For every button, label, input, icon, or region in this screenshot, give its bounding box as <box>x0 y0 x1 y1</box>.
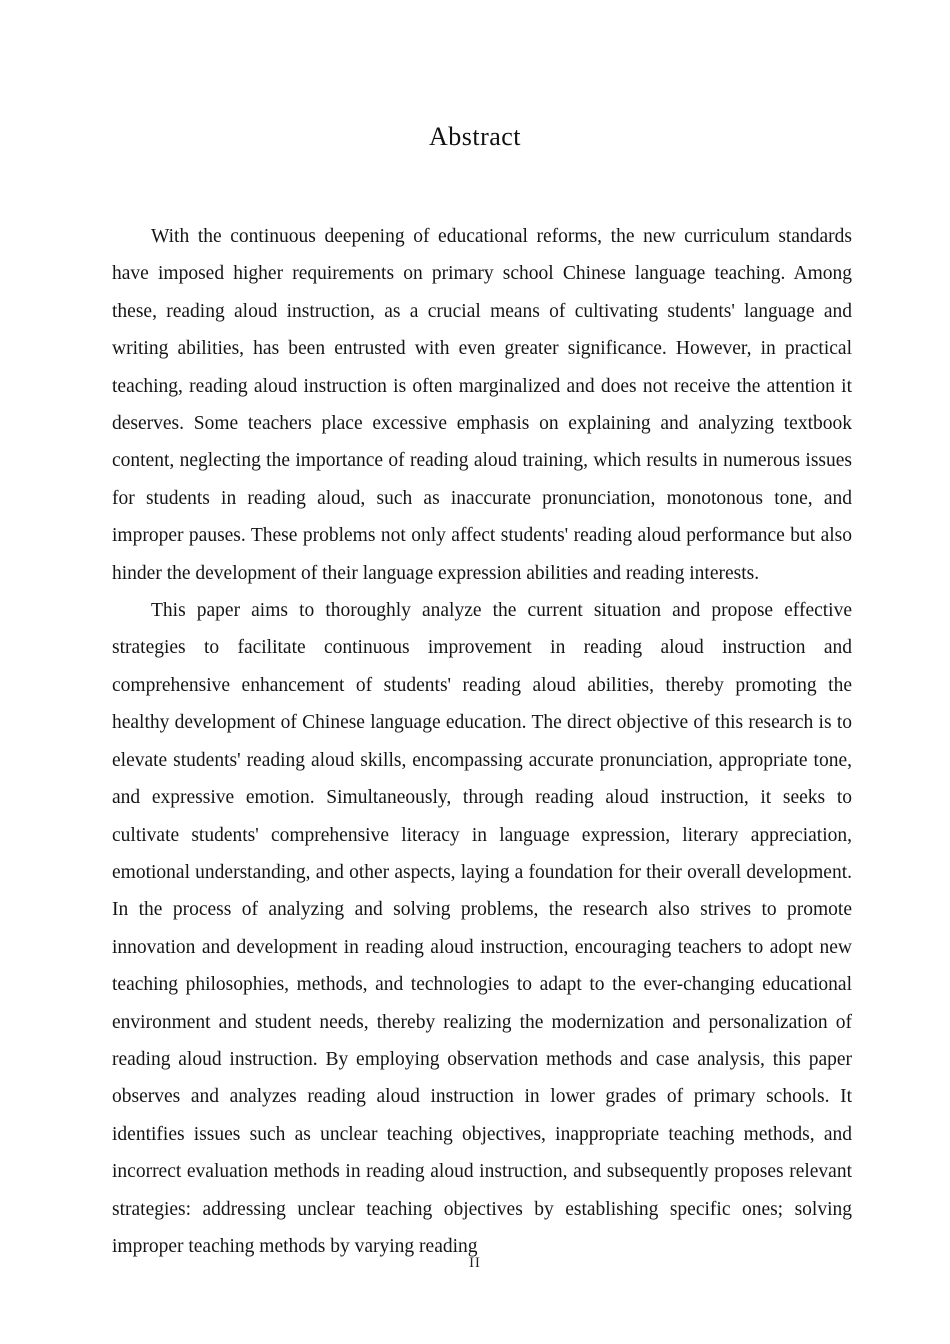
abstract-paragraph-1: With the continuous deepening of educational reforms, the new curriculum standards have imposed higher requirements on primary school Chinese language teaching. Among these, reading aloud instruction, as a crucial means of cultivating students' language and writing abilities, has been entrusted with even greater significance. However, in practical teaching, reading aloud instruction is often marginalized and does not receive the attention it deserves. Some teachers place excessive emphasis on explaining and analyzing textbook content, neglecting the importance of reading aloud training, which results in numerous issues for students in reading aloud, such as inaccurate pronunciation, monotonous tone, and improper pauses. These problems not only affect students' reading aloud performance but also hinder the development of their language expression abilities and reading interests. <box>112 226 852 584</box>
document-body <box>0 218 950 1265</box>
page-number: II <box>469 1255 481 1271</box>
abstract-paragraph-2: This paper aims to thoroughly analyze the current situation and propose effective strategies to facilitate continuous improvement in reading aloud instruction and comprehensive enhancement of students' reading aloud abilities, thereby promoting the healthy development of Chinese language education. The direct objective of this research is to elevate students' reading aloud skills, encompassing accurate pronunciation, appropriate tone, and expressive emotion. Simultaneously, through reading aloud instruction, it seeks to cultivate students' comprehensive literacy in language expression, literary appreciation, emotional understanding, and other aspects, laying a foundation for their overall development. In the process of analyzing and solving problems, the research also strives to promote innovation and development in reading aloud instruction, encouraging teachers to adopt new teaching philosophies, methods, and technologies to adapt to the ever-changing educational environment and student needs, thereby realizing the modernization and personalization of reading aloud instruction. By employing observation methods and case analysis, this paper observes and analyzes reading aloud instruction in lower grades of primary schools. It identifies issues such as unclear teaching objectives, inappropriate teaching methods, and incorrect evaluation methods in reading aloud instruction, and subsequently proposes relevant strategies: addressing unclear teaching objectives by establishing specific ones; solving improper teaching methods by varying reading <box>112 600 852 1257</box>
page-title: Abstract <box>428 122 522 151</box>
